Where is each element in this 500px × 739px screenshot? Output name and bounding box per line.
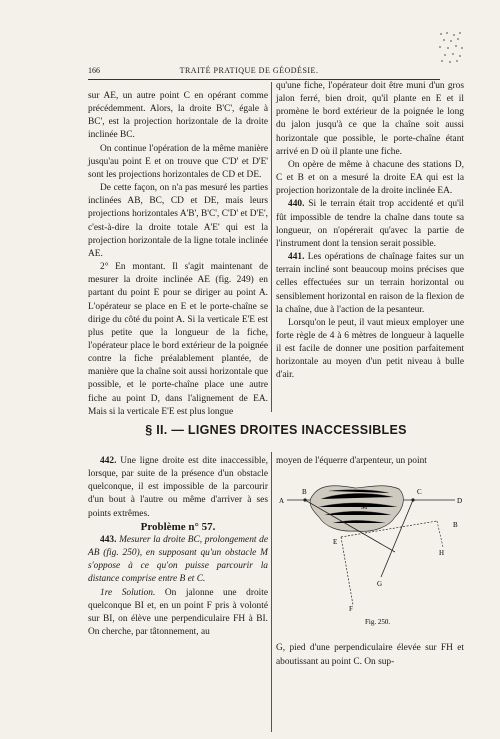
figure-250	[277, 477, 467, 627]
label-m: M	[361, 503, 368, 511]
paragraph: On continue l'opération de la même manière jusqu'au point E et on trouve que C'D' et D'E' sont les projections horizontales de CD et DE.	[88, 143, 268, 180]
paragraph: qu'une fiche, l'opérateur doit être muni d'un gros jalon ferré, bien droit, qu'il plante en E et il promène le bord extérieur de la poignée le long du jalon jusqu'à ce que la chaîne soit aussi horizontale que possible, le porte-chaîne étant arrivé en D où il plante une fiche.	[276, 81, 464, 157]
paragraph-442	[88, 455, 268, 521]
label-d: D	[457, 497, 463, 505]
paragraph: De cette façon, on n'a pas mesuré les parties inclinées AB, BC, CD et DE, mais leurs projections horizontales A'B', B'C', C'D' et D'E', c'est-à-dire la droite totale A'E' qui est la projection horizontale de la ligne totale inclinée AE.	[88, 183, 268, 259]
right-column-lower	[276, 455, 464, 468]
paragraph-text: On jalonne une droite quelconque BI et, en un point F pris à volonté sur BI, on élève une perpendiculaire FH à BI. On cherche, par tâtonnement, au	[88, 587, 268, 638]
paragraph-443	[88, 534, 268, 587]
paragraph-number: 443.	[100, 534, 117, 545]
point-c	[411, 498, 414, 501]
page-header	[88, 66, 440, 75]
section-heading: § II. — LIGNES DROITES INACCESSIBLES	[145, 423, 407, 437]
label-i: B	[453, 521, 458, 529]
paragraph: On opère de même à chacune des stations D, C et B et on a mesuré la droite EA qui est la projection horizontale de la droite inclinée EA.	[276, 159, 464, 197]
obstacle-m	[310, 486, 403, 532]
running-title: TRAITÉ PRATIQUE DE GÉODÉSIE.	[179, 66, 319, 75]
line-f-down	[341, 537, 353, 605]
paragraph: moyen de l'équerre d'arpenteur, un point	[276, 456, 427, 466]
paragraph-text: Une ligne droite est dite inaccessible, lorsque, par suite de la présence d'un obstacle quelconque, il est impossible de la parcourir d'un bout à l'autre ou même d'arriver à ses points extrêmes.	[88, 456, 268, 519]
problem-title: Problème n° 57.	[140, 520, 216, 533]
right-column	[276, 80, 464, 383]
paragraph-440	[276, 198, 464, 251]
library-stamp-icon	[436, 30, 466, 66]
paragraph: G, pied d'une perpendiculaire élevée sur FH et aboutissant au point C. On sup-	[276, 643, 464, 667]
paragraph: sur AE, un autre point C en opérant comme précédemment. Alors, la droite B'C', égale à BC', est la projection horizontale de la droite inclinée BC.	[88, 91, 268, 141]
paragraph: 2° En montant. Il s'agit maintenant de mesurer la droite inclinée AE (fig. 249) en partant du point E pour se diriger au point A. L'opérateur se place en E et le porte-chaîne se dirige du côté du point A. Si la verticale E'E est plus petite que la longueur de la fiche, l'opérateur place le bord extérieur de la poignée contre la fiche préalablement plantée, de manière que la chaîne soit aussi horizontale que possible, et le porte-chaîne place une autre fiche au point D, dans l'alignement de EA. Mais si la verticale E'E est plus longue	[88, 262, 268, 417]
solution-paragraph	[88, 587, 268, 640]
label-b: B	[302, 488, 307, 496]
page-number: 166	[88, 66, 100, 75]
paragraph-number: 440.	[288, 199, 305, 210]
label-g: G	[377, 580, 383, 588]
label-c: C	[417, 488, 422, 496]
label-h: H	[439, 549, 445, 557]
paragraph-number: 441.	[288, 252, 305, 263]
paragraph-text: Les opérations de chaînage faites sur un terrain incliné sont beaucoup moins précises que celles effectuées sur un terrain horizontal ou sensiblement horizontal en raison de la flexion de la chaîne, due à l'action de la pesanteur.	[276, 252, 464, 315]
left-column-lower	[88, 455, 268, 639]
figure-caption: Fig. 250.	[365, 618, 391, 626]
left-column	[88, 90, 268, 419]
label-a: A	[279, 497, 285, 505]
column-separator	[271, 82, 272, 412]
paragraph-number: 442.	[100, 456, 117, 466]
point-b	[303, 498, 306, 501]
column-separator	[271, 452, 272, 732]
paragraph: Lorsqu'on le peut, il vaut mieux employer une forte règle de 4 à 6 mètres de longueur à laquelle il est facile de donner une position parfaitement horizontale au moyen d'un petit niveau à bulle d'air.	[276, 317, 464, 381]
right-column-bottom	[276, 633, 464, 678]
paragraph-441	[276, 251, 464, 317]
solution-label: 1re Solution.	[100, 587, 156, 598]
paragraph-text: Si le terrain était trop accidenté et qu'il fût impossible de tendre la chaîne dans toute sa longueur, on n'opérerait qu'avec la partie de l'instrument dont la tension serait possible.	[276, 199, 464, 249]
problem-statement: Mesurer la droite BC, prolongement de AB (fig. 250), en supposant qu'un obstacle M s'oppose à ce qu'on puisse parcourir la distance comprise entre B et C.	[88, 534, 268, 585]
label-f: F	[349, 605, 353, 613]
line-h	[437, 521, 443, 547]
label-e: E	[333, 538, 338, 546]
